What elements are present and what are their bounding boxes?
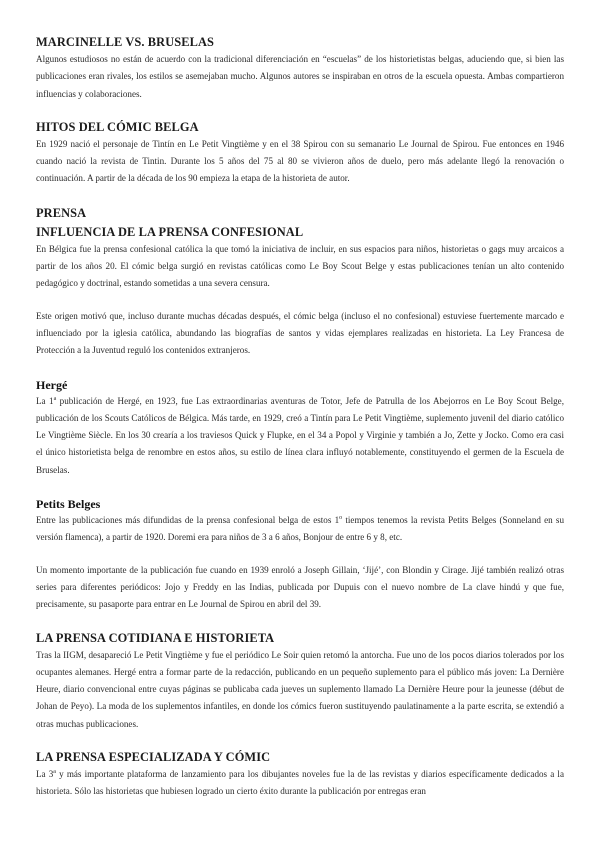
paragraph-especializada-rest: y más importante plataforma de lanzamiento para los dibujantes noveles fue la de las revistas y diarios específicamente dedicados a la historieta. Sólo las historietas que hubiesen logrado un cierto éxito durante la publicación por entregas eran [36, 769, 564, 797]
heading-petits-belges: Petits Belges [36, 497, 101, 512]
heading-prensa: PRENSA [36, 205, 87, 220]
document-page [36, 34, 564, 801]
paragraph-petits-2: Un momento importante de la publicación fue cuando en 1939 enroló a Joseph Gillain, ‘Jijé’, con Blondin y Cirage. Jijé también realizó otras series para diferentes periódicos: Jojo y Freddy en las Indias, publicada por Dupuis con el nuevo nombre de La clave hindú y que fue, precisamente, su pasaporte para entrar en Le Journal de Spirou en abril del 39. [36, 564, 564, 610]
paragraph-influencia-1: En Bélgica fue la prensa confesional católica la que tomó la iniciativa de incluir, en sus espacios para niños, historietas o gags muy arcaicos a partir de los años 20. El cómic belga surgió en revistas católicas como Le Boy Scout Belge y estas publicaciones tenían un alto contenido pedagógico y doctrinal, estando sometidas a una severa censura. [36, 243, 564, 289]
paragraph-especializada [36, 766, 564, 801]
paragraph-herge [36, 393, 564, 479]
heading-cotidiana: LA PRENSA COTIDIANA E HISTORIETA [36, 630, 275, 645]
ordinal-superscript: a [53, 395, 57, 402]
heading-influencia: INFLUENCIA DE LA PRENSA CONFESIONAL [36, 224, 304, 239]
ordinal-superscript: a [53, 768, 56, 775]
paragraph-petits-1 [36, 512, 564, 547]
paragraph-especializada-prefix: La 3 [36, 769, 54, 780]
paragraph-petits-prefix: Entre las publicaciones más difundidas de la prensa confesional belga de estos 1 [36, 515, 340, 526]
paragraph-herge-rest: publicación de Hergé, en 1923, fue Las extraordinarias aventuras de Totor, Jefe de Patrulla de los Abejorros en Le Boy Scout Belge, publicación de los Scouts Católicos de Bélgica. Más tarde, en 1929, creó a Tintín para Le Petit Vingtième, suplemento juvenil del diario católico Le Vingtième Siècle. En los 30 crearía a los traviesos Quick y Flupke, en el 34 a Popol y Virginie y también a Jo, Zette y Jocko. Como era casi el único historietista belga de renombre en estos años, su estilo de línea clara influyó notablemente, constituyendo el germen de la Escuela de Bruselas. [36, 395, 564, 475]
paragraph-petits-rest: tiempos tenemos la revista Petits Belges (Sonneland en su versión flamenca), a partir de 1920. Doremi era para niños de 3 a 6 años, Bonjour de entre 6 y 8, etc. [36, 515, 564, 543]
heading-especializada: LA PRENSA ESPECIALIZADA Y CÓMIC [36, 750, 271, 765]
paragraph-hitos: En 1929 nació el personaje de Tintín en Le Petit Vingtième y en el 38 Spirou con su semanario Le Journal de Spirou. Fue entonces en 1946 cuando nació la revista de Tintin. Durante los 5 años del 75 al 80 se vivieron años de duelo, pero más adelante llegó la renovación o continuación. A partir de la década de los 90 empieza la etapa de la historieta de autor. [36, 138, 564, 184]
ordinal-superscript: o [339, 515, 343, 522]
paragraph-influencia-2: Este origen motivó que, incluso durante muchas décadas después, el cómic belga (incluso el no confesional) estuviese fuertemente marcado e influenciado por la iglesia católica, abundando las biografías de santos y vidas ejemplares realizadas en historieta. La Ley Francesa de Protección a la Juventud reguló los contenidos extranjeros. [36, 310, 564, 356]
paragraph-marcinelle: Algunos estudiosos no están de acuerdo con la tradicional diferenciación en “escuelas” de los historietistas belgas, aduciendo que, si bien las publicaciones eran rivales, los estilos se asemejaban mucho. Algunos autores se inspiraban en otros de la escuela opuesta. Ambas compartieron influencias y colaboraciones. [36, 54, 564, 99]
heading-herge: Hergé [36, 377, 68, 392]
paragraph-herge-prefix: La 1 [36, 395, 54, 406]
heading-hitos: HITOS DEL CÓMIC BELGA [36, 119, 199, 134]
heading-marcinelle: MARCINELLE VS. BRUSELAS [36, 35, 214, 49]
paragraph-cotidiana: Tras la IIGM, desapareció Le Petit Vingtième y fue el periódico Le Soir quien retomó la antorcha. Fue uno de los pocos diarios tolerados por los ocupantes alemanes. Hergé entra a formar parte de la redacción, publicando en un pequeño suplemento para el público más joven: La Dernière Heure, diario convencional entre cuyas páginas se publicaba cada jueves un suplemento llamado La Dernière Heure pour la jeunesse (début de Johan de Peyo). La moda de los suplementos infantiles, en donde los cómics fueron sustituyendo paulatinamente a la parte escrita, se extendió a otras muchas publicaciones. [36, 649, 564, 729]
